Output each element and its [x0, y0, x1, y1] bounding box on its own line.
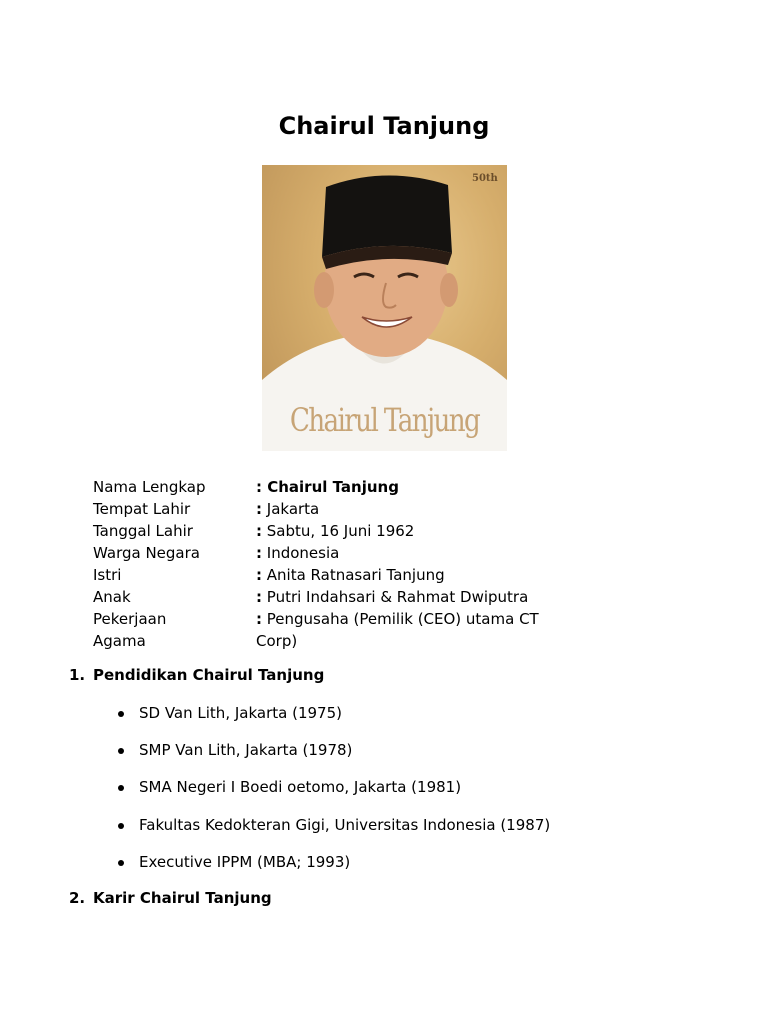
list-item-text: SMP Van Lith, Jakarta (1978) [139, 741, 353, 760]
section-heading-karir [69, 889, 272, 907]
list-item-text: SMA Negeri I Boedi oetomo, Jakarta (1981) [139, 778, 462, 797]
info-label: Anak [93, 588, 131, 606]
bullet-icon [118, 860, 124, 866]
section-title: Karir Chairul Tanjung [93, 889, 272, 907]
info-value-text: Indonesia [266, 544, 340, 562]
info-value-text: Anita Ratnasari Tanjung [266, 566, 445, 584]
info-label: Tanggal Lahir [93, 522, 193, 540]
bullet-icon [118, 785, 124, 791]
info-label: Tempat Lahir [93, 500, 191, 518]
bullet-icon [118, 823, 124, 829]
ear-left [314, 272, 334, 308]
info-value [256, 542, 339, 564]
section-title: Pendidikan Chairul Tanjung [93, 666, 325, 684]
list-item-text: Fakultas Kedokteran Gigi, Universitas Indonesia (1987) [139, 815, 551, 834]
info-value-text: Sabtu, 16 Juni 1962 [266, 522, 415, 540]
info-value [256, 498, 319, 520]
info-value-text: Chairul Tanjung [267, 478, 399, 496]
info-value [256, 476, 399, 498]
info-colon: : [256, 522, 262, 540]
info-colon: : [256, 478, 262, 496]
bullet-icon [118, 748, 124, 754]
info-colon: : [256, 566, 262, 584]
portrait-image [262, 165, 507, 451]
info-value [256, 564, 445, 586]
info-label: Agama [93, 632, 146, 650]
info-value-text: Pengusaha (Pemilik (CEO) utama CT [266, 610, 539, 628]
info-value-continued: Corp) [256, 632, 298, 650]
ear-right [440, 273, 458, 307]
info-value [256, 520, 414, 542]
list-item-text: Executive IPPM (MBA; 1993) [139, 852, 351, 871]
cover-title: Chairul Tanjung [289, 401, 480, 439]
list-item-text: SD Van Lith, Jakarta (1975) [139, 704, 342, 722]
info-label: Istri [93, 566, 122, 584]
info-label: Nama Lengkap [93, 478, 206, 496]
section-heading-pendidikan [69, 666, 324, 684]
section-number: 1. [69, 666, 86, 684]
info-label: Warga Negara [93, 544, 200, 562]
info-value [256, 586, 528, 608]
info-colon: : [256, 500, 262, 518]
section-number: 2. [69, 889, 86, 907]
info-colon: : [256, 610, 262, 628]
page-title: Chairul Tanjung [278, 112, 490, 140]
bullet-icon [118, 711, 124, 717]
info-value [256, 608, 539, 630]
cover-badge: 50th [472, 173, 498, 184]
info-colon: : [256, 544, 262, 562]
info-label: Pekerjaan [93, 610, 167, 628]
info-value-text: Putri Indahsari & Rahmat Dwiputra [266, 588, 529, 606]
info-value-text: Jakarta [266, 500, 320, 518]
cap-shape [322, 175, 452, 257]
info-colon: : [256, 588, 262, 606]
